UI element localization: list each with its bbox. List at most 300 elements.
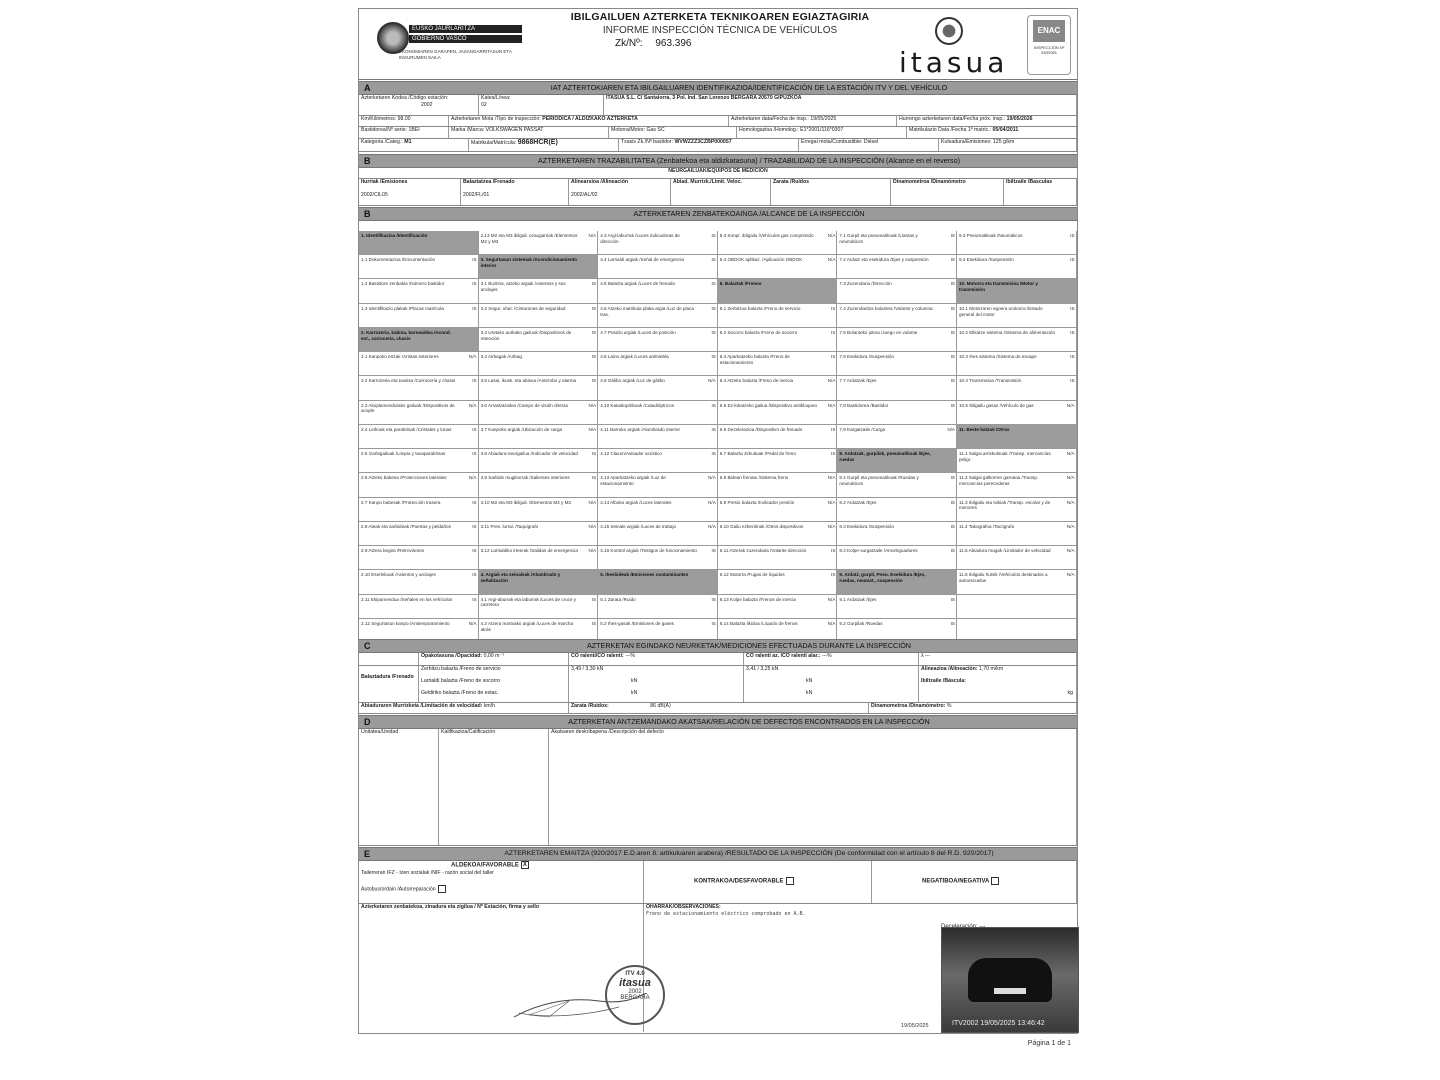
alignment-value: 1,70 bbox=[978, 666, 990, 672]
government-logo bbox=[367, 17, 542, 77]
scope-item-label: 2.4 Leihoak eta parabrisak /Cristales y lunas bbox=[361, 426, 452, 432]
enac-small: INSPECCIÓN Nº 33/EI051 bbox=[1033, 45, 1065, 55]
equipment-cell bbox=[891, 179, 1004, 205]
scope-item bbox=[598, 328, 718, 352]
scope-item bbox=[598, 231, 718, 255]
co-value: ---% bbox=[625, 653, 635, 659]
scope-item-label: 8. Ardatzak, gurpilak, pneumatikoak /Ejes, ruedas bbox=[839, 451, 931, 462]
station-code-label: Azterketaren Kodea /Código estación: bbox=[361, 95, 449, 101]
scope-item bbox=[837, 231, 957, 255]
scope-item-label: 5.2 Ihes-gasak /Emisiones de gases bbox=[600, 620, 674, 626]
scope-item-label: 9.1 Ardatzak /Ejes bbox=[839, 596, 877, 602]
scope-item bbox=[359, 255, 479, 279]
equipment-label: Abiad. Murrizk./Limit. Veloc. bbox=[673, 179, 742, 185]
scope-item-result: IS bbox=[831, 548, 836, 554]
scope-item bbox=[957, 328, 1077, 352]
scope-item-result: IS bbox=[831, 354, 836, 360]
scope-item bbox=[957, 449, 1077, 473]
scope-item bbox=[837, 376, 957, 400]
scope-item-label: 9.3 Pneumatikoak /Neumáticos bbox=[959, 233, 1023, 238]
scope-item-result: IS bbox=[950, 596, 955, 602]
scope-item-label: 6. Balaztak /Frenos bbox=[719, 281, 762, 287]
scope-item-label: 2.12 Segurtasun kanpo /Antiempotramiento bbox=[361, 620, 450, 626]
scope-item-result: N/A bbox=[1066, 402, 1075, 408]
opacity-unit: m⁻¹ bbox=[495, 653, 504, 659]
scope-item-result: IS bbox=[591, 281, 597, 287]
vehicle-row bbox=[359, 127, 1077, 139]
itasua-emblem-icon bbox=[935, 17, 963, 45]
stamp-top: ITV 4.0 bbox=[625, 971, 645, 977]
equipment-label: Zarata /Ruidos bbox=[773, 179, 810, 185]
plate-row bbox=[359, 139, 1077, 152]
co-alt-value: ---% bbox=[821, 653, 832, 659]
gov-line-eu: EUSKO JAURLARITZA bbox=[409, 25, 522, 33]
scope-item bbox=[479, 449, 599, 473]
scope-item-result: N/A bbox=[708, 475, 716, 481]
scope-item-result: IS bbox=[831, 451, 836, 457]
section-letter: E bbox=[364, 849, 371, 859]
scope-item-result: IS bbox=[472, 499, 477, 505]
scope-item-result: IS bbox=[711, 596, 716, 602]
kn-unit: kN bbox=[631, 678, 638, 684]
scope-item-label: 6.6 Dezelerazioa /Dispositivo de frenado bbox=[719, 426, 803, 432]
scope-item bbox=[837, 255, 957, 279]
scope-item-result: IS bbox=[1070, 354, 1075, 360]
scope-item-result: IS bbox=[472, 572, 477, 578]
equipment-value: 2002/AL/02 bbox=[571, 192, 598, 198]
scope-item-result: IS bbox=[711, 329, 716, 335]
workshop-label: Tailerreran IFZ - Izen sozialak /NIF - razón social del taller bbox=[361, 869, 494, 876]
scope-item-label: 4.4 Larrialdi argiak /Señal de emergencia bbox=[600, 257, 684, 263]
itasua-wordmark: itasua bbox=[899, 46, 1009, 79]
scope-item-result: N/A bbox=[468, 354, 477, 360]
scope-item-label: 7.9 Kargatzaile /Carga bbox=[839, 426, 886, 432]
scope-item-result: IS bbox=[950, 523, 955, 529]
next-date: 19/05/2026 bbox=[1006, 116, 1033, 122]
scope-item-result: IS bbox=[950, 499, 955, 505]
kn-unit: kN bbox=[631, 690, 638, 696]
scope-item bbox=[837, 595, 957, 619]
scope-item bbox=[598, 352, 718, 376]
scope-item-result: N/A bbox=[827, 402, 836, 408]
scope-item-result: IS bbox=[831, 305, 836, 311]
scope-item bbox=[957, 231, 1077, 255]
scope-item bbox=[718, 570, 838, 594]
scope-item bbox=[957, 401, 1077, 425]
scope-item-label: 10.4 Transmisioa /Transmisión bbox=[959, 378, 1022, 384]
scope-item bbox=[479, 231, 599, 255]
scope-group-header bbox=[957, 425, 1077, 449]
scope-item-result: IS bbox=[831, 572, 836, 578]
scope-item-label: 4.11 Barruko argiak /Alumbrado interior bbox=[600, 426, 681, 432]
scope-item-label: 6.12 Motorra /Fugas de líquidos bbox=[719, 572, 785, 578]
section-a-header bbox=[359, 81, 1077, 95]
equipment-cell bbox=[1004, 179, 1077, 205]
scope-item-label: 10.2 Elikatze sistema /Sistema de alimentación bbox=[959, 329, 1056, 335]
inspection-scope-grid bbox=[359, 231, 1077, 643]
title-spanish: INFORME INSPECCIÓN TÉCNICA DE VEHÍCULOS bbox=[602, 25, 838, 36]
scope-item-label: 7.6 Esekidura /Suspensión bbox=[839, 354, 895, 360]
scope-item-label: 10.3 Ihes sistema /Sistema de escape bbox=[959, 354, 1037, 360]
kn-unit: kN bbox=[771, 666, 779, 672]
scope-item bbox=[837, 304, 957, 328]
section-letter: C bbox=[364, 641, 371, 651]
scope-item-label: 11.6 Ibilgailu hutsik /Vehículos destinados a autoescuelas bbox=[959, 572, 1048, 584]
scope-item-label: 5.1 Zarata /Ruido bbox=[600, 596, 636, 602]
scope-item-label: 6.3 Aparkatzeko balazta /Freno de estacionamiento bbox=[719, 354, 790, 365]
self-repair-label: Autobus/ordain /Autorreparación bbox=[361, 885, 436, 892]
number-label: Zk/Nº: bbox=[615, 38, 643, 49]
homolog-value: E1*2001/116*0307 bbox=[800, 127, 844, 133]
scope-item-label: 4.5 Balazta argiak /Luces de frenado bbox=[600, 281, 676, 287]
scope-item bbox=[359, 376, 479, 400]
scope-item-label: 6.9 Presio balazta /Indicador presión bbox=[719, 499, 795, 505]
scope-item bbox=[359, 352, 479, 376]
scope-item-label: 7.7 Ardatzak /Ejes bbox=[839, 378, 877, 384]
scope-item-result: N/A bbox=[1066, 499, 1075, 505]
scope-item-result: N/A bbox=[588, 233, 597, 238]
scope-item-result: IS bbox=[472, 596, 477, 602]
equipment-value: 2002/FL/01 bbox=[463, 192, 490, 198]
scope-item bbox=[718, 522, 838, 546]
scope-item-label: 4.7 Posizio argiak /Luces de posición bbox=[600, 329, 676, 335]
section-letter: A bbox=[364, 83, 371, 93]
scope-item-result: IS bbox=[950, 233, 955, 238]
scope-item bbox=[479, 546, 599, 570]
scope-item-label: 10. Motorra eta transmisioa /Motor y transmisión bbox=[959, 281, 1038, 293]
scope-item bbox=[957, 376, 1077, 400]
scope-item bbox=[718, 231, 838, 255]
scope-item-result: N/A bbox=[708, 499, 716, 505]
scope-item bbox=[598, 522, 718, 546]
scope-item-label: 2.10 Eserlekuak /Asientos y anclajes bbox=[361, 572, 436, 578]
scope-item bbox=[837, 425, 957, 449]
scope-item bbox=[479, 595, 599, 619]
scope-item-result: IS bbox=[950, 329, 955, 335]
scope-group-header bbox=[479, 255, 599, 279]
enac-label: ENAC bbox=[1033, 20, 1065, 42]
scope-item-result: N/A bbox=[1066, 451, 1075, 457]
scope-item-result: IS bbox=[711, 233, 716, 238]
section-b2-header bbox=[359, 207, 1077, 221]
scope-item bbox=[479, 498, 599, 522]
scope-item-label: 6.1 Zerbitzua balazta /Freno de servicio bbox=[719, 305, 801, 311]
equipment-cell bbox=[569, 179, 671, 205]
equipment-cell bbox=[671, 179, 771, 205]
scope-item bbox=[359, 522, 479, 546]
result-favorable: ALDEKOA/FAVORABLE bbox=[451, 862, 519, 869]
scope-item-result: N/A bbox=[468, 620, 477, 626]
scope-item-label: 8.4 Kolpe-xurgatzaile /Amortiguadores bbox=[839, 548, 918, 554]
scope-item-label: 3.9 Sarbide mugikorrak /Salientes interiores bbox=[480, 475, 570, 481]
scope-item-label: 3.8 Abiadura-neurgailua /Indicador de velocidad bbox=[480, 451, 578, 457]
equipment-label: Dinamometroa /Dinamómetro bbox=[893, 179, 966, 185]
brand-label: Marka /Marca: bbox=[451, 127, 485, 133]
scope-item-label: 2.8 Ateak eta sarbideak /Puertas y peldaños bbox=[361, 523, 451, 529]
scope-item bbox=[957, 304, 1077, 328]
scope-item-result: N/A bbox=[1066, 523, 1075, 529]
scope-item bbox=[359, 498, 479, 522]
scope-item-result: N/A bbox=[588, 402, 597, 408]
scope-item-label: 4.9 Gálibo argiak /Luz de gálibo bbox=[600, 378, 665, 384]
scope-item-result: IS bbox=[591, 378, 597, 384]
scope-group-header bbox=[837, 449, 957, 473]
scope-item-label: 7.5 Bolanteko jokoa /Juego en volante bbox=[839, 329, 918, 335]
scope-item bbox=[479, 279, 599, 303]
negative-checkbox bbox=[991, 877, 999, 885]
title-basque: IBILGAILUEN AZTERKETA TEKNIKOAREN EGIAZTAGIRIA bbox=[570, 11, 870, 23]
scope-item bbox=[359, 595, 479, 619]
plate-image bbox=[994, 988, 1026, 994]
scope-item-label: 5. Ihesbideak /Emisiones contaminantes bbox=[600, 572, 689, 578]
km-label: Km/Kilómetros: bbox=[361, 116, 397, 122]
scope-item bbox=[957, 570, 1077, 594]
scope-item-result: IS bbox=[591, 596, 597, 602]
scope-item-label: 3.12 Larrialdiko irteerak /Salidas de emergencia bbox=[480, 548, 578, 554]
scope-item-result: N/A bbox=[827, 475, 836, 481]
result-negative: NEGATIBOA/NEGATIVA bbox=[922, 878, 990, 885]
station-row bbox=[359, 95, 1077, 116]
scope-item-result: N/A bbox=[708, 378, 716, 384]
equipment-cell bbox=[771, 179, 891, 205]
scope-item-result: N/A bbox=[1066, 475, 1075, 481]
line-value: 02 bbox=[481, 102, 487, 108]
scope-item-label: 3.3 Uretako aurkako gailuak /Dispositivos de retención bbox=[480, 329, 572, 341]
vehicle-photo bbox=[941, 927, 1079, 1033]
scope-item-result: IS bbox=[950, 402, 955, 408]
activity-label: Azterketaren Mota /Tipo de inspección: bbox=[451, 116, 541, 122]
dynamometer-unit: % bbox=[946, 703, 952, 709]
scope-item-label: 3.7 Kanpoko argiak /Ubicación de carga bbox=[480, 426, 563, 432]
scope-item bbox=[359, 401, 479, 425]
scope-item bbox=[718, 425, 838, 449]
dynamometer-label: Dinamometroa /Dinamómetro: bbox=[871, 703, 946, 709]
scope-item-result: IS bbox=[711, 451, 716, 457]
scope-item-result: IS bbox=[711, 426, 716, 432]
scope-item-result: IS bbox=[591, 475, 597, 481]
plate-value: 9868HCR(E) bbox=[517, 139, 558, 146]
result-row bbox=[359, 861, 1077, 904]
scope-item bbox=[718, 401, 838, 425]
scope-item-result: IS bbox=[711, 281, 716, 287]
scope-item bbox=[718, 255, 838, 279]
scope-item-result: N/A bbox=[588, 426, 597, 432]
scope-item-result: IS bbox=[711, 354, 716, 360]
section-c-header bbox=[359, 639, 1077, 653]
noise-unit: dB(A) bbox=[657, 703, 671, 709]
scope-item-result: IS bbox=[950, 378, 955, 384]
scope-item-label: 11. Beste batzuk /Otros bbox=[959, 426, 1010, 432]
scope-item-label: 7.1 Gurpil eta pneumatikoak /Llantas y neumáticos bbox=[839, 233, 918, 244]
observations-text: Freno de estacionamiento eléctrico comprobado en A.B. bbox=[646, 911, 806, 917]
opacity-value: 0,00 bbox=[483, 653, 494, 659]
scope-item-label: 3.1 Buztina, atzeko argiak /Asientos y sus anclajes bbox=[480, 281, 566, 293]
scope-item-result: IS bbox=[472, 426, 477, 432]
defects-col-description: Akatsaren deskribapena /Descripción del defecto bbox=[551, 729, 664, 735]
scope-item-result: IS bbox=[472, 305, 477, 311]
scope-item-result: IS bbox=[472, 523, 477, 529]
vin-label: Txasis Zk./Nº bastidor: bbox=[621, 139, 674, 145]
scope-item-label: 9. Ardatz, gurpil, Pneu. Esekidura /Ejes, ruedas, neumát., suspensión bbox=[839, 572, 926, 584]
scope-item-result: IS bbox=[711, 257, 716, 263]
scope-item-label: 11.4 Takografoa /Tacógrafo bbox=[959, 523, 1015, 529]
scope-item bbox=[479, 401, 599, 425]
emissions-label: Kutsadura/Emisiones: bbox=[941, 139, 992, 145]
scope-item-label: 3.10 M2 eta M3 ibilgail. /Elementos M2 y M3 bbox=[480, 499, 571, 505]
scope-item-label: 6.14 Balazta likidoa /Líquido de frenos bbox=[719, 620, 798, 626]
service-brake-axle2: 3,41 / 3,25 bbox=[746, 666, 771, 672]
scope-item-label: 3.6 Arrastatzailea /Campo de visión directa bbox=[480, 402, 568, 408]
section-title: AZTERKETAREN EMAITZA (920/2017 E.D.aren 8. artikuluaren arabera) /RESULTADO DE LA INSPECCIÓN (De conformidad con el artículo 8 del R.D. 920/2017) bbox=[504, 850, 994, 857]
inspection-document bbox=[358, 8, 1078, 1047]
scope-item-result: IS bbox=[591, 451, 597, 457]
defects-col-unit: Unitatea/Unidad bbox=[361, 729, 399, 735]
kn-unit: kN bbox=[806, 678, 813, 684]
scope-item-label: 7.4 Zuzendaritza bolantea /Volante y columna bbox=[839, 305, 933, 311]
service-brake-label: Zerbitzu balazta /Freno de servicio bbox=[421, 666, 501, 672]
scope-item-label: 6.13 Kolpe balazta /Frenos de inercia bbox=[719, 596, 796, 602]
scope-item-label: 1.2 Bastidore zenbakia /Número bastidor bbox=[361, 281, 445, 287]
scope-item-label: 4.3 Argi-laburrak /Luces indicadoras de dirección bbox=[600, 233, 680, 244]
scope-item bbox=[718, 328, 838, 352]
section-letter: B bbox=[364, 209, 371, 219]
scope-item-result: IS bbox=[1070, 257, 1075, 263]
scope-item bbox=[837, 473, 957, 497]
scope-item-label: 2.13 M2 eta M3 ibilgail. ezaugarriak /Elementos M2 y M3 bbox=[480, 233, 578, 244]
scope-item-label: 2.9 Atzera begira /Retrovisores bbox=[361, 548, 425, 554]
scope-item-label: 4.8 Laino argiak /Luces antiniebla bbox=[600, 354, 669, 360]
scope-item-label: 4.12 Claxon/Avisador acústico bbox=[600, 451, 662, 457]
scope-item-label: 2.3 Akoplamendurako gailuak /Dispositivos de acople bbox=[361, 402, 455, 414]
scope-item-result: N/A bbox=[708, 523, 716, 529]
serial-label: Bastidorea/Nº serie: bbox=[361, 127, 408, 133]
scope-item-label: 6.11 Atzerak zuzendaria /Volante dirección bbox=[719, 548, 807, 554]
scope-item bbox=[837, 328, 957, 352]
scope-item-result: IS bbox=[472, 281, 477, 287]
scope-item bbox=[598, 279, 718, 303]
brand-value: VOLKSWAGEN PASSAT bbox=[485, 127, 544, 133]
equipment-title: NEURGAILUAK/EQUIPOS DE MEDICIÓN bbox=[668, 168, 768, 174]
scope-item-result: IS bbox=[950, 354, 955, 360]
scope-item bbox=[837, 498, 957, 522]
scope-item-result: N/A bbox=[947, 426, 955, 432]
scope-item bbox=[718, 595, 838, 619]
scope-item-label: 7.2 Ardatz eta esekidura /Ejes y suspensión bbox=[839, 257, 929, 263]
scope-item-label: 6.8 Bidean frenatu /Sistema freno bbox=[719, 475, 789, 481]
scope-item bbox=[598, 255, 718, 279]
scope-item-label: 3.2 Segur. uhal. /Cinturones de seguridad bbox=[480, 305, 566, 311]
scope-item bbox=[837, 546, 957, 570]
scope-item-label: 2.1 Kanpoko ertzak /Aristas exteriores bbox=[361, 354, 439, 360]
scope-item bbox=[837, 401, 957, 425]
scope-item-result: N/A bbox=[827, 499, 836, 505]
scope-item bbox=[718, 498, 838, 522]
scope-item-label: 10.5 Ibilgailu gasaz /Vehículo de gas bbox=[959, 402, 1034, 408]
scope-item bbox=[479, 328, 599, 352]
scope-item bbox=[718, 352, 838, 376]
scope-item-result: IS bbox=[1070, 378, 1075, 384]
scope-item-result: IS bbox=[472, 548, 477, 554]
scope-item bbox=[957, 352, 1077, 376]
scope-item-result: IS bbox=[711, 620, 716, 626]
fuel-label: Erregai mota/Combustible: bbox=[801, 139, 863, 145]
scope-item-result: IS bbox=[950, 620, 955, 626]
scope-item-result: N/A bbox=[827, 620, 836, 626]
scope-item-label: 11.1 Salgai arriskutsuak /Transp. mercancías peligr. bbox=[959, 451, 1051, 462]
scope-item-label: 10.1 Motorraren egoera orokorra /Estado general del motor bbox=[959, 305, 1043, 317]
scope-item bbox=[359, 473, 479, 497]
service-brake-axle1: 3,49 / 3,30 bbox=[571, 666, 596, 672]
scope-item bbox=[598, 304, 718, 328]
defects-table bbox=[359, 729, 1077, 846]
signature-label: Azterketaren zenbatekoa, zinadura eta zigilua / Nº Estación, firma y sello bbox=[361, 904, 540, 910]
scope-item bbox=[479, 376, 599, 400]
scope-item-label: 11.5 Abiadura mugak /Limitador de velocidad bbox=[959, 548, 1051, 554]
scope-item bbox=[598, 546, 718, 570]
scope-item bbox=[359, 425, 479, 449]
scope-group-header bbox=[718, 279, 838, 303]
scope-item-label: 8.1 Gurpil eta pneumatikoak /Ruedas y neumáticos bbox=[839, 475, 919, 487]
opacity-label: Opakotasuna /Opacidad: bbox=[421, 653, 483, 659]
scope-item-result: IS bbox=[950, 305, 955, 311]
km-value: 98.00 bbox=[397, 116, 411, 122]
scope-item-label: 6.7 Balazta zirkuituak /Pedal de freno bbox=[719, 451, 796, 457]
scope-item-result: IS bbox=[1070, 329, 1075, 335]
scope-item-label: 6.2 Socorro balazta /Freno de socorro bbox=[719, 329, 798, 335]
scope-item-result: IS bbox=[711, 305, 716, 311]
inspection-date: 19/05/2025 bbox=[810, 116, 837, 122]
plate-label: Matrikula/Matrícula: bbox=[471, 140, 517, 146]
scope-item bbox=[359, 570, 479, 594]
defects-col-rating: Kalifikazioa/Calificación bbox=[441, 729, 496, 735]
scope-item-label: 8.2 Ardatzak /Ejes bbox=[839, 499, 877, 505]
scope-item-label: 2. Karrozeria, kabina, barnealdea /Acond. ext., carrocería, chasis bbox=[361, 329, 451, 341]
self-repair-checkbox bbox=[438, 885, 446, 893]
scope-group-header bbox=[957, 279, 1077, 303]
scope-item bbox=[598, 595, 718, 619]
scope-group-header bbox=[479, 570, 599, 594]
scope-item bbox=[598, 425, 718, 449]
scope-item bbox=[718, 376, 838, 400]
equipment-title-row bbox=[359, 168, 1077, 179]
scope-item-label: 4.16 Kontrol argiak /Testigos de funcionamiento bbox=[600, 548, 697, 554]
scope-item-result: N/A bbox=[827, 523, 836, 529]
vin-value: WVWZZZ3CZBP000057 bbox=[674, 139, 732, 145]
scope-item bbox=[598, 449, 718, 473]
scope-item-result: IS bbox=[591, 329, 597, 335]
inspection-date-label: Azterketaren data/Fecha de insp.: bbox=[731, 116, 809, 122]
scope-item bbox=[479, 473, 599, 497]
activity-row bbox=[359, 116, 1077, 127]
section-d-header bbox=[359, 715, 1077, 729]
scope-item-result: IS bbox=[950, 257, 955, 263]
scope-item bbox=[837, 522, 957, 546]
scope-group-header bbox=[359, 231, 479, 255]
scope-item-result: IS bbox=[1070, 233, 1075, 238]
opacity-row bbox=[359, 653, 1077, 666]
scope-item-label: 2.2 Karrozeria eta txasisa /Carrocería y chasis bbox=[361, 378, 456, 384]
homolog-label: Homologazioa /Homolog.: bbox=[739, 127, 799, 133]
kn-unit: kN bbox=[596, 666, 604, 672]
scope-item bbox=[359, 304, 479, 328]
noise-value: 86 bbox=[650, 703, 656, 709]
scope-item-label: 4.2 Atzera martxako argiak /Luces de marcha atrás bbox=[480, 620, 574, 632]
photo-timestamp: ITV2002 19/05/2025 13:46:42 bbox=[952, 1020, 1045, 1027]
observations-label: OHARRAK/OBSERVACIONES: bbox=[646, 904, 721, 910]
scope-group-header bbox=[598, 570, 718, 594]
scope-item-label: 2.11 Ekipamendua /Señales en los vehículos bbox=[361, 596, 453, 602]
scope-item bbox=[957, 498, 1077, 522]
